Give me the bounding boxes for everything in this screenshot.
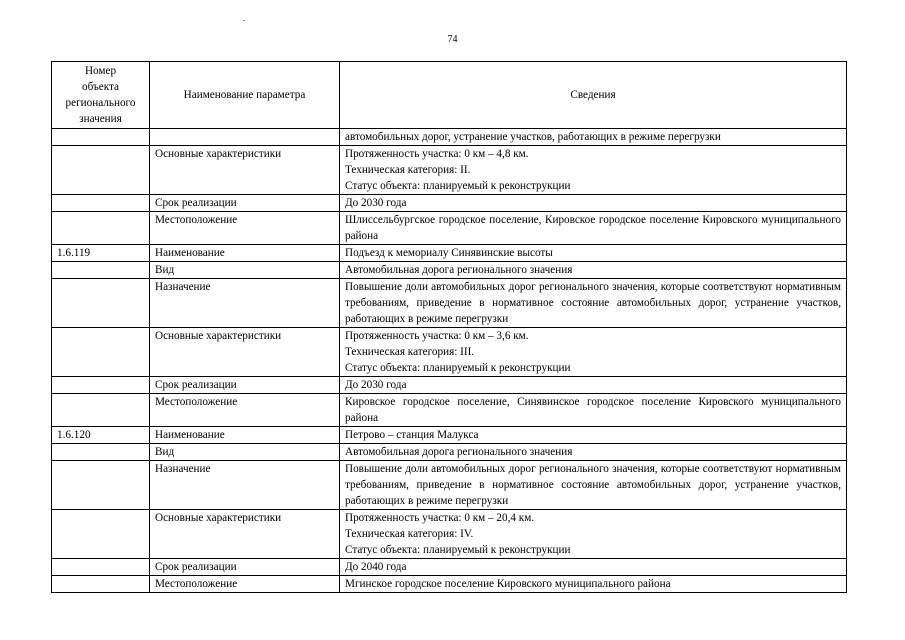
parameter-name-cell: Срок реализации	[150, 195, 340, 212]
information-line: Автомобильная дорога регионального значения	[345, 446, 573, 458]
parameter-name-cell: Назначение	[150, 279, 340, 328]
information-line: До 2030 года	[345, 379, 407, 391]
object-number-cell	[52, 559, 150, 576]
parameters-table	[51, 61, 847, 593]
object-number-cell	[52, 394, 150, 427]
information-cell	[340, 377, 847, 394]
object-number-cell	[52, 279, 150, 328]
information-line: Кировское городское поселение, Синявинское городское поселение Кировского муниципального района	[345, 396, 841, 424]
table-row	[52, 377, 847, 394]
information-line: автомобильных дорог, устранение участков, работающих в режиме перегрузки	[345, 131, 721, 143]
information-cell	[340, 328, 847, 377]
information-line: Повышение доли автомобильных дорог регионального значения, которые соответствуют нормативным требованиям, приведение в нормативное состояние автомобильных дорог, устранение участков, работающих в режиме перегрузки	[345, 463, 841, 507]
table-row	[52, 394, 847, 427]
parameter-name-cell: Основные характеристики	[150, 146, 340, 195]
parameter-name-cell: Местоположение	[150, 212, 340, 245]
parameter-name-cell: Основные характеристики	[150, 510, 340, 559]
information-line: Автомобильная дорога регионального значения	[345, 264, 573, 276]
information-line: До 2030 года	[345, 197, 407, 209]
information-cell	[340, 461, 847, 510]
information-line: Повышение доли автомобильных дорог регионального значения, которые соответствуют нормативным требованиям, приведение в нормативное состояние автомобильных дорог, устранение участков, работающих в режиме перегрузки	[345, 281, 841, 325]
information-cell	[340, 427, 847, 444]
header-number-line: объекта	[81, 81, 120, 93]
parameter-name-cell: Срок реализации	[150, 559, 340, 576]
object-number-cell	[52, 461, 150, 510]
table-row	[52, 212, 847, 245]
object-number-cell: 1.6.120	[52, 427, 150, 444]
information-cell	[340, 262, 847, 279]
table-row	[52, 129, 847, 146]
information-line: Техническая категория: III.	[345, 346, 475, 358]
object-number-cell	[52, 510, 150, 559]
information-line: Протяженность участка: 0 км – 3,6 км.	[345, 330, 529, 342]
parameter-name-cell: Местоположение	[150, 394, 340, 427]
information-line: Статус объекта: планируемый к реконструкции	[345, 544, 571, 556]
information-cell	[340, 146, 847, 195]
table-row	[52, 195, 847, 212]
table-row	[52, 510, 847, 559]
table-row	[52, 461, 847, 510]
information-cell	[340, 245, 847, 262]
header-object-number	[52, 62, 150, 129]
parameter-name-cell: Местоположение	[150, 576, 340, 593]
information-line: Протяженность участка: 0 км – 4,8 км.	[345, 148, 529, 160]
information-cell	[340, 394, 847, 427]
parameter-name-cell	[150, 129, 340, 146]
header-number-line: регионального	[65, 97, 136, 109]
header-number-line: значения	[79, 113, 122, 125]
table-row	[52, 444, 847, 461]
information-cell	[340, 559, 847, 576]
parameter-name-cell: Наименование	[150, 245, 340, 262]
table-row	[52, 328, 847, 377]
table-header-row	[52, 62, 847, 129]
header-number-line: Номер	[84, 65, 117, 77]
information-cell	[340, 444, 847, 461]
object-number-cell	[52, 262, 150, 279]
table-row	[52, 279, 847, 328]
information-line: Статус объекта: планируемый к реконструкции	[345, 180, 571, 192]
object-number-cell	[52, 129, 150, 146]
header-information: Сведения	[340, 62, 847, 129]
information-cell	[340, 576, 847, 593]
information-line: До 2040 года	[345, 561, 407, 573]
information-cell	[340, 510, 847, 559]
information-cell	[340, 195, 847, 212]
parameter-name-cell: Срок реализации	[150, 377, 340, 394]
information-line: Протяженность участка: 0 км – 20,4 км.	[345, 512, 535, 524]
table-row	[52, 427, 847, 444]
table-row	[52, 559, 847, 576]
object-number-cell	[52, 377, 150, 394]
information-line: Петрово – станция Малукса	[345, 429, 479, 441]
parameter-name-cell: Наименование	[150, 427, 340, 444]
table-row	[52, 245, 847, 262]
information-line: Техническая категория: II.	[345, 164, 471, 176]
information-line: Статус объекта: планируемый к реконструкции	[345, 362, 571, 374]
parameter-name-cell: Вид	[150, 444, 340, 461]
object-number-cell	[52, 146, 150, 195]
information-line: Шлиссельбургское городское поселение, Кировское городское поселение Кировского муниципального района	[345, 214, 841, 242]
table-body	[52, 129, 847, 593]
information-line: Мгинское городское поселение Кировского муниципального района	[345, 578, 671, 590]
object-number-cell	[52, 576, 150, 593]
table-row	[52, 146, 847, 195]
information-cell	[340, 212, 847, 245]
information-cell	[340, 129, 847, 146]
object-number-cell	[52, 328, 150, 377]
parameter-name-cell: Вид	[150, 262, 340, 279]
parameter-name-cell: Основные характеристики	[150, 328, 340, 377]
parameter-name-cell: Назначение	[150, 461, 340, 510]
information-line: Техническая категория: IV.	[345, 528, 474, 540]
table-row	[52, 262, 847, 279]
object-number-cell: 1.6.119	[52, 245, 150, 262]
information-cell	[340, 279, 847, 328]
object-number-cell	[52, 444, 150, 461]
header-parameter-name: Наименование параметра	[150, 62, 340, 129]
object-number-cell	[52, 212, 150, 245]
table-row	[52, 576, 847, 593]
scan-speck	[243, 20, 245, 21]
information-line: Подъезд к мемориалу Синявинские высоты	[345, 247, 553, 259]
object-number-cell	[52, 195, 150, 212]
page-number: 74	[447, 34, 458, 45]
